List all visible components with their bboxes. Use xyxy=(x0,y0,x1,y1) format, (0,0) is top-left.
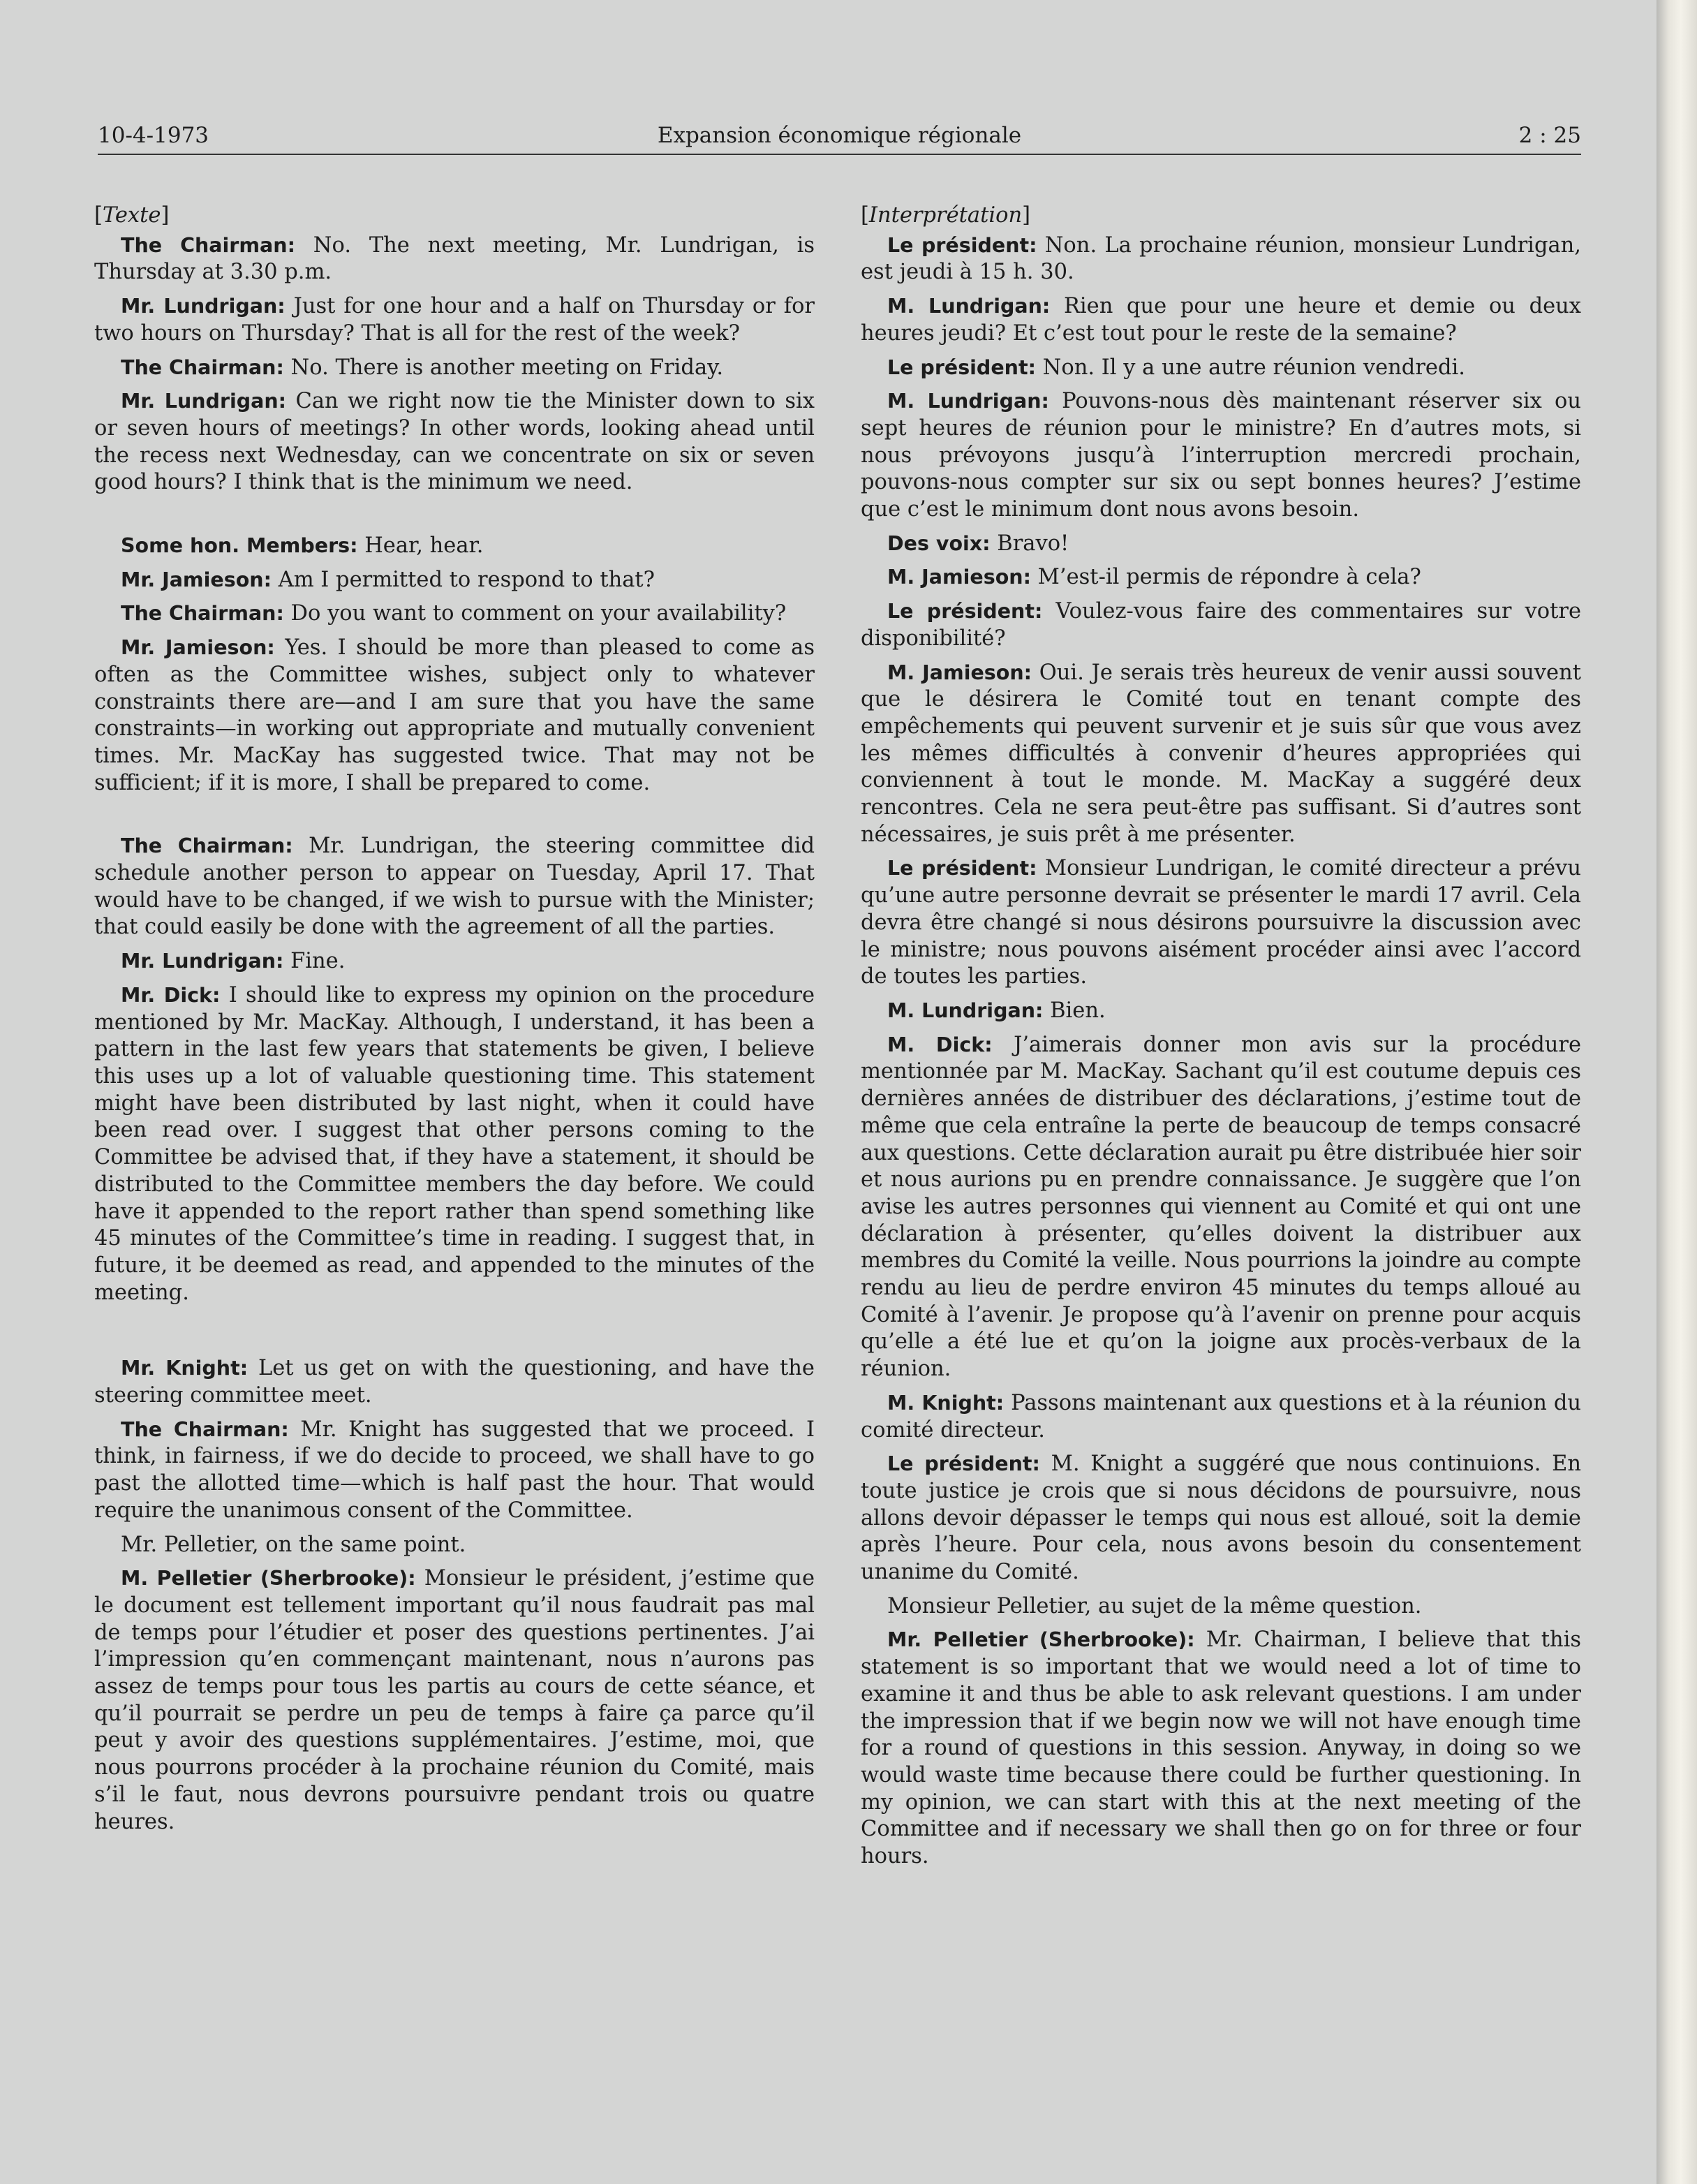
paragraph: The Chairman: Do you want to comment on your availability? xyxy=(121,601,787,626)
speaker: Mr. Dick: xyxy=(121,983,221,1007)
language-tag: [Interprétation] xyxy=(861,203,1031,228)
speaker: The Chairman: xyxy=(121,233,295,257)
paragraph: Mr. Pelletier, on the same point. xyxy=(121,1532,466,1557)
header-date: 10-4-1973 xyxy=(98,123,209,148)
paragraph: Some hon. Members: Hear, hear. xyxy=(121,533,484,559)
paragraph: Mr. Lundrigan: Fine. xyxy=(121,949,346,974)
paragraph: The Chairman: No. There is another meeting on Friday. xyxy=(121,355,724,380)
paragraph: Mr. Knight: Let us get on with the questioning, and have the steering committee meet. xyxy=(94,1356,815,1408)
speaker: Le président: xyxy=(887,355,1036,379)
paragraph: M. Lundrigan: Rien que pour une heure et demie ou deux heures jeudi? Et c’est tout pour le reste de la semaine? xyxy=(861,294,1581,346)
speaker: M. Lundrigan: xyxy=(887,390,1049,413)
speaker: Some hon. Members: xyxy=(121,534,358,558)
speaker: M. Pelletier (Sherbrooke): xyxy=(121,1567,416,1591)
speaker: Le président: xyxy=(887,600,1043,624)
speaker: M. Jamieson: xyxy=(887,566,1031,589)
right-column-french xyxy=(861,202,1581,1877)
paragraph: Mr. Jamieson: Am I permitted to respond to that? xyxy=(121,567,655,592)
paragraph: The Chairman: Mr. Knight has suggested that we proceed. I think, in fairness, if we do decide to proceed, we shall have to go past the allotted time—which is half past the hour. That would require the unanimous consent of the Committee. xyxy=(94,1417,815,1523)
speaker: Mr. Lundrigan: xyxy=(121,390,287,413)
paragraph: M. Jamieson: M’est-il permis de répondre à cela? xyxy=(887,565,1421,590)
paragraph: M. Dick: J’aimerais donner mon avis sur la procédure mentionnée par M. MacKay. Sachant qu’il est coutume depuis ces dernières années de distribuer des déclarations, j’estime tout de même que cela entraîne la perte de beaucoup de temps consacré aux questions. Cette déclaration aurait pu être distribuée hier soir et nous aurions pu en prendre connaissance. Je suggère que l’on avise les autres personnes qui viennent au Comité et qui ont une déclaration à présenter, qu’elles doivent la distribuer aux membres du Comité la veille. Nous pourrions la joindre au compte rendu au lieu de perdre environ 45 minutes du temps alloué au Comité à l’avenir. Je propose qu’à l’avenir on prenne pour acquis qu’elle a été lue et qu’on la joigne aux procès-verbaux de la réunion. xyxy=(861,1032,1581,1382)
paragraph: M. Knight: Passons maintenant aux questions et à la réunion du comité directeur. xyxy=(861,1390,1582,1443)
paragraph: Mr. Jamieson: Yes. I should be more than pleased to come as often as the Committee wishes, subject only to whatever constraints there are—and I am sure that you have the same constraints—in working out appropriate and mutually convenient times. Mr. MacKay has suggested twice. That may not be sufficient; if it is more, I shall be prepared to come. xyxy=(94,635,815,795)
speaker: Mr. Lundrigan: xyxy=(121,295,286,318)
paragraph: Le président: Non. La prochaine réunion, monsieur Lundrigan, est jeudi à 15 h. 30. xyxy=(861,233,1581,285)
paragraph: Le président: Voulez-vous faire des commentaires sur votre disponibilité? xyxy=(861,599,1581,651)
header-page-number: 2 : 25 xyxy=(1518,123,1581,148)
paragraph: Des voix: Bravo! xyxy=(887,531,1069,556)
paragraph: M. Lundrigan: Pouvons-nous dès maintenant réserver six ou sept heures de réunion pour le ministre? En d’autres mots, si nous prévoyons jusqu’à l’interruption mercredi prochain, pouvons-nous compter sur six ou sept bonnes heures? J’estime que c’est le minimum dont nous avons besoin. xyxy=(861,389,1581,522)
speaker: M. Dick: xyxy=(887,1033,993,1056)
speaker: Le président: xyxy=(887,233,1037,257)
paragraph: The Chairman: No. The next meeting, Mr. Lundrigan, is Thursday at 3.30 p.m. xyxy=(94,233,815,285)
paragraph: M. Lundrigan: Bien. xyxy=(887,998,1106,1023)
paragraph: M. Jamieson: Oui. Je serais très heureux de venir aussi souvent que le désirera le Comité tout en tenant compte des empêchements qui peuvent survenir et je suis sûr que vous avez les mêmes difficultés à convenir d’heures appropriées qui conviennent à tout le monde. M. MacKay a suggéré deux rencontres. Cela ne sera peut-être pas suffisant. Si d’autres sont nécessaires, je suis prêt à me présenter. xyxy=(861,660,1581,847)
paragraph: Mr. Dick: I should like to express my opinion on the procedure mentioned by Mr. MacKay. Although, I understand, it has been a pattern in the last few years that statements be given, I believe this uses up a lot of valuable questioning time. This statement might have been distributed by last night, when it could have been read over. I suggest that other persons coming to the Committee be advised that, if they have a statement, it should be distributed to the Committee members the day before. We could have it appended to the report rather than spend something like 45 minutes of the Committee’s time in reading. I suggest that, in future, it be deemed as read, and appended to the minutes of the meeting. xyxy=(94,982,815,1305)
paragraph: Mr. Lundrigan: Can we right now tie the Minister down to six or seven hours of meetings? In other words, looking ahead until the recess next Wednesday, can we concentrate on six or seven good hours? I think that is the minimum we need. xyxy=(94,389,815,495)
speaker: Le président: xyxy=(887,857,1037,880)
header-title: Expansion économique régionale xyxy=(657,123,1022,148)
paragraph: Le président: Monsieur Lundrigan, le comité directeur a prévu qu’une autre personne devrait se présenter le mardi 17 avril. Cela devra être changé si nous désirons poursuivre la discussion avec le ministre; nous pouvons aisément procéder ainsi avec l’accord de toutes les parties. xyxy=(861,856,1581,989)
paragraph: Monsieur Pelletier, au sujet de la même question. xyxy=(887,1593,1422,1618)
speaker: The Chairman: xyxy=(121,1417,289,1441)
speaker: Mr. Knight: xyxy=(121,1357,249,1380)
speaker: Mr. Jamieson: xyxy=(121,636,275,660)
speaker: The Chairman: xyxy=(121,602,284,626)
paragraph: Le président: Non. Il y a une autre réunion vendredi. xyxy=(887,355,1465,380)
speaker: Le président: xyxy=(887,1452,1040,1476)
speaker: The Chairman: xyxy=(121,834,293,858)
paragraph: Le président: M. Knight a suggéré que nous continuions. En toute justice je crois que si nous décidons de poursuivre, nous allons devoir dépasser le temps qui nous est alloué, soit la demie après l’heure. Pour cela, nous avons besoin du consentement unanime du Comité. xyxy=(861,1452,1581,1585)
speaker: The Chairman: xyxy=(121,355,284,379)
paragraph: M. Pelletier (Sherbrooke): Monsieur le président, j’estime que le document est tellement important qu’il nous faudrait pas mal de temps pour l’étudier et poser des questions pertinentes. J’ai l’impression qu’en commençant maintenant, nous n’aurons pas assez de temps pour tous les partis au cours de cette séance, et qu’il pourrait se perdre un peu de temps à faire ça parce qu’il peut y avoir des questions supplémentaires. J’estime, moi, que nous pourrons procéder à la prochaine réunion du Comité, mais s’il le faut, nous devrons poursuivre pendant trois ou quatre heures. xyxy=(94,1566,815,1834)
speaker: Mr. Jamieson: xyxy=(121,568,272,591)
paragraph: Mr. Pelletier (Sherbrooke): Mr. Chairman, I believe that this statement is so important that we would need a lot of time to examine it and thus be able to ask relevant questions. I am under the impression that if we begin now we will not have enough time for a round of questions in this session. Anyway, in doing so we would waste time because there could be further questioning. In my opinion, we can start with this at the next meeting of the Committee and if necessary we shall then go on for three or four hours. xyxy=(861,1628,1581,1869)
speaker: Des voix: xyxy=(887,531,991,555)
speaker: M. Jamieson: xyxy=(887,661,1032,684)
page-header xyxy=(98,120,1581,155)
speaker: M. Lundrigan: xyxy=(887,998,1044,1022)
paragraph: Mr. Lundrigan: Just for one hour and a half on Thursday or for two hours on Thursday? That is all for the rest of the week? xyxy=(94,294,815,346)
paragraph: The Chairman: Mr. Lundrigan, the steering committee did schedule another person to appear on Tuesday, April 17. That would have to be changed, if we wish to pursue with the Minister; that could easily be done with the agreement of all the parties. xyxy=(94,834,815,940)
left-column-english xyxy=(94,202,815,1843)
page-edge xyxy=(1657,0,1697,2184)
speaker: M. Lundrigan: xyxy=(887,295,1051,318)
language-tag: [Texte] xyxy=(94,203,170,228)
speaker: Mr. Pelletier (Sherbrooke): xyxy=(887,1628,1195,1652)
speaker: Mr. Lundrigan: xyxy=(121,950,284,973)
speaker: M. Knight: xyxy=(887,1391,1005,1415)
